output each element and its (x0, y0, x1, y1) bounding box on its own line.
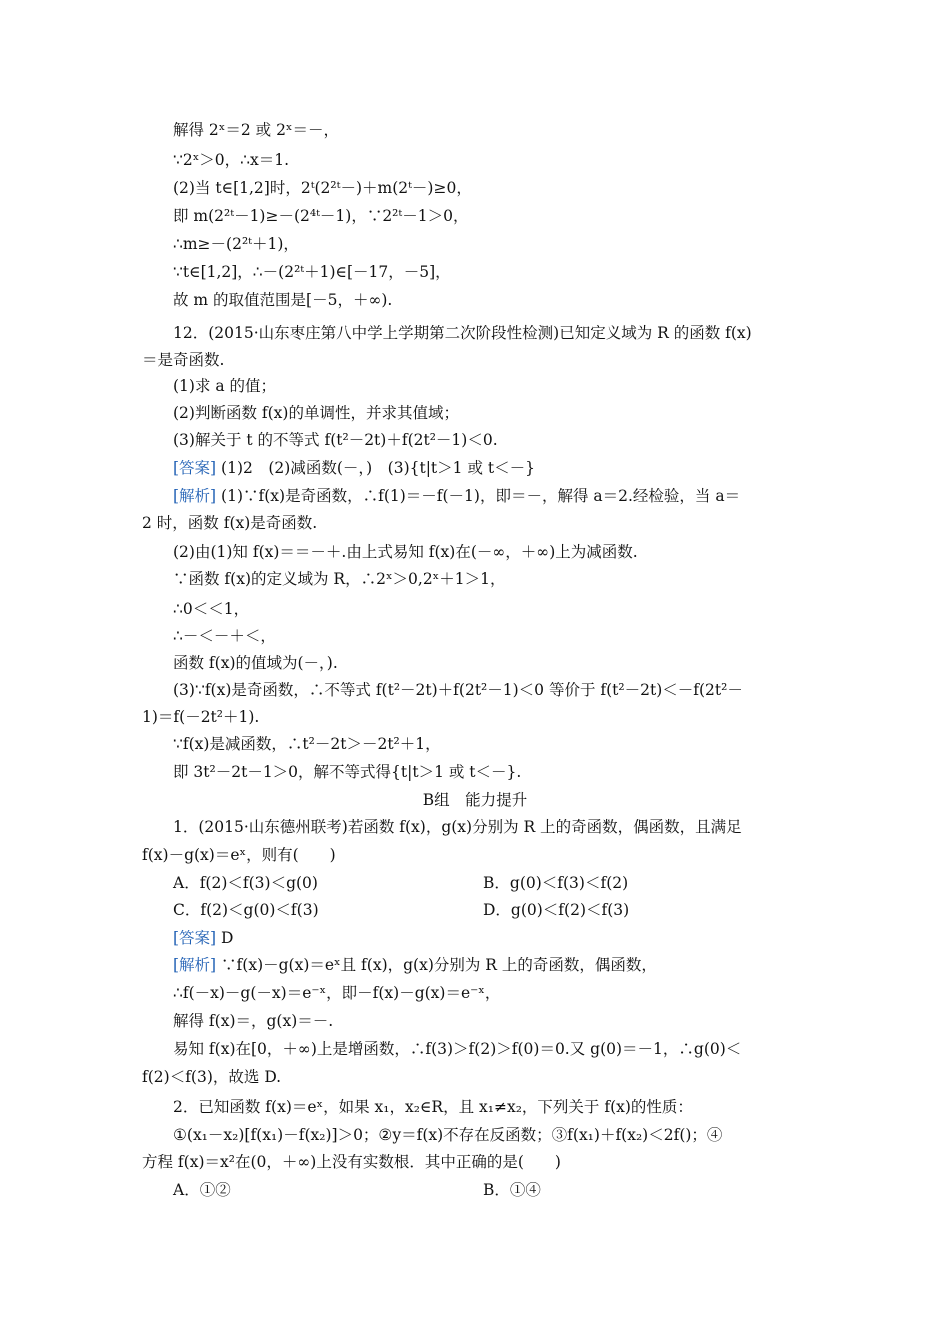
answer-tag: [答案] (173, 459, 217, 477)
section-heading: B组 能力提升 (422, 791, 528, 809)
answer-tag: [答案] (173, 929, 217, 947)
text-line: (3)解关于 t 的不等式 f(t²－2t)＋f(2t²－1)＜0. (173, 431, 498, 449)
answer-text: D (221, 929, 234, 947)
answer-text: (1)2 (2)减函数(－，) (3){t|t＞1 或 t＜－} (221, 459, 535, 477)
text-line: ∵函数 f(x)的定义域为 R，∴2ˣ＞0,2ˣ＋1＞1， (173, 570, 506, 588)
text-line: 函数 f(x)的值域为(－，). (173, 654, 338, 672)
option-a: A．①② (173, 1181, 231, 1199)
text-line: 解得 2ˣ＝2 或 2ˣ＝－， (173, 121, 340, 139)
text-line: 故 m 的取值范围是[－5，＋∞). (173, 291, 393, 309)
question-2-title: 2．已知函数 f(x)＝eˣ，如果 x₁，x₂∈R，且 x₁≠x₂，下列关于 f(x)的性质： (173, 1098, 693, 1116)
option-a: A．f(2)＜f(3)＜g(0) (173, 874, 318, 892)
option-d: D．g(0)＜f(2)＜f(3) (483, 901, 630, 919)
text-line: ∴m≥－(2²ᵗ＋1)， (173, 235, 299, 253)
analysis-text: (1)∵f(x)是奇函数，∴f(1)＝－f(－1)，即＝－，解得 a＝2.经检验，当 a＝ (221, 487, 741, 505)
option-b: B．g(0)＜f(3)＜f(2) (483, 874, 629, 892)
text-line: (1)求 a 的值； (173, 377, 277, 395)
text-line: ∴0＜＜1， (173, 600, 250, 618)
text-line: 易知 f(x)在[0，＋∞)上是增函数，∴f(3)＞f(2)＞f(0)＝0.又 g(0)＝－1，∴g(0)＜ (173, 1040, 742, 1058)
analysis-tag: [解析] (173, 956, 217, 974)
text-line: (3)∵f(x)是奇函数，∴不等式 f(t²－2t)＋f(2t²－1)＜0 等价于 f(t²－2t)＜－f(2t²－ (173, 681, 743, 699)
option-c: C．f(2)＜g(0)＜f(3) (173, 901, 319, 919)
text-line: (2)由(1)知 f(x)＝＝－＋.由上式易知 f(x)在(－∞，＋∞)上为减函数. (173, 543, 638, 561)
text-line: ∵t∈[1,2]，∴－(2²ᵗ＋1)∈[－17，－5]， (173, 263, 451, 281)
option-b: B．①④ (483, 1181, 541, 1199)
answer-line (173, 458, 535, 478)
text-line: 解得 f(x)＝，g(x)＝－. (173, 1012, 334, 1030)
text-line: ∴－＜－＋＜， (173, 627, 276, 645)
text-line: ∵2ˣ＞0，∴x＝1. (173, 151, 290, 169)
text-line: ∵f(x)是减函数，∴t²－2t＞－2t²＋1， (173, 735, 441, 753)
text-line: f(2)＜f(3)，故选 D. (142, 1068, 282, 1086)
text-line: (2)判断函数 f(x)的单调性，并求其值域； (173, 404, 459, 422)
text-line: 方程 f(x)＝x²在(0，＋∞)上没有实数根．其中正确的是( ) (142, 1153, 561, 1171)
question-1-title: 1．(2015·山东德州联考)若函数 f(x)，g(x)分别为 R 上的奇函数，偶函数，且满足 (173, 818, 742, 836)
text-line: 1)＝f(－2t²＋1). (142, 708, 260, 726)
text-line: f(x)－g(x)＝eˣ，则有( ) (142, 846, 336, 864)
answer-line (173, 928, 233, 948)
text-line: ∴f(－x)－g(－x)＝e⁻ˣ，即－f(x)－g(x)＝e⁻ˣ， (173, 984, 501, 1002)
text-line: 2 时，函数 f(x)是奇函数. (142, 514, 318, 532)
analysis-tag: [解析] (173, 487, 217, 505)
analysis-text: ∵f(x)－g(x)＝eˣ且 f(x)，g(x)分别为 R 上的奇函数，偶函数， (221, 956, 657, 974)
analysis-line (173, 486, 740, 506)
text-line: ＝是奇函数. (142, 351, 225, 369)
text-line: (2)当 t∈[1,2]时，2ᵗ(2²ᵗ－)＋m(2ᵗ－)≥0， (173, 179, 472, 197)
analysis-line (173, 955, 657, 975)
text-line: 即 m(2²ᵗ－1)≥－(2⁴ᵗ－1)，∵2²ᵗ－1＞0， (173, 207, 469, 225)
question-12-title: 12．(2015·山东枣庄第八中学上学期第二次阶段性检测)已知定义域为 R 的函数 f(x) (173, 324, 752, 342)
text-line: ①(x₁－x₂)[f(x₁)－f(x₂)]＞0；②y＝f(x)不存在反函数；③f(x₁)＋f(x₂)＜2f()；④ (173, 1126, 723, 1144)
text-line: 即 3t²－2t－1＞0，解不等式得{t|t＞1 或 t＜－}. (173, 763, 522, 781)
